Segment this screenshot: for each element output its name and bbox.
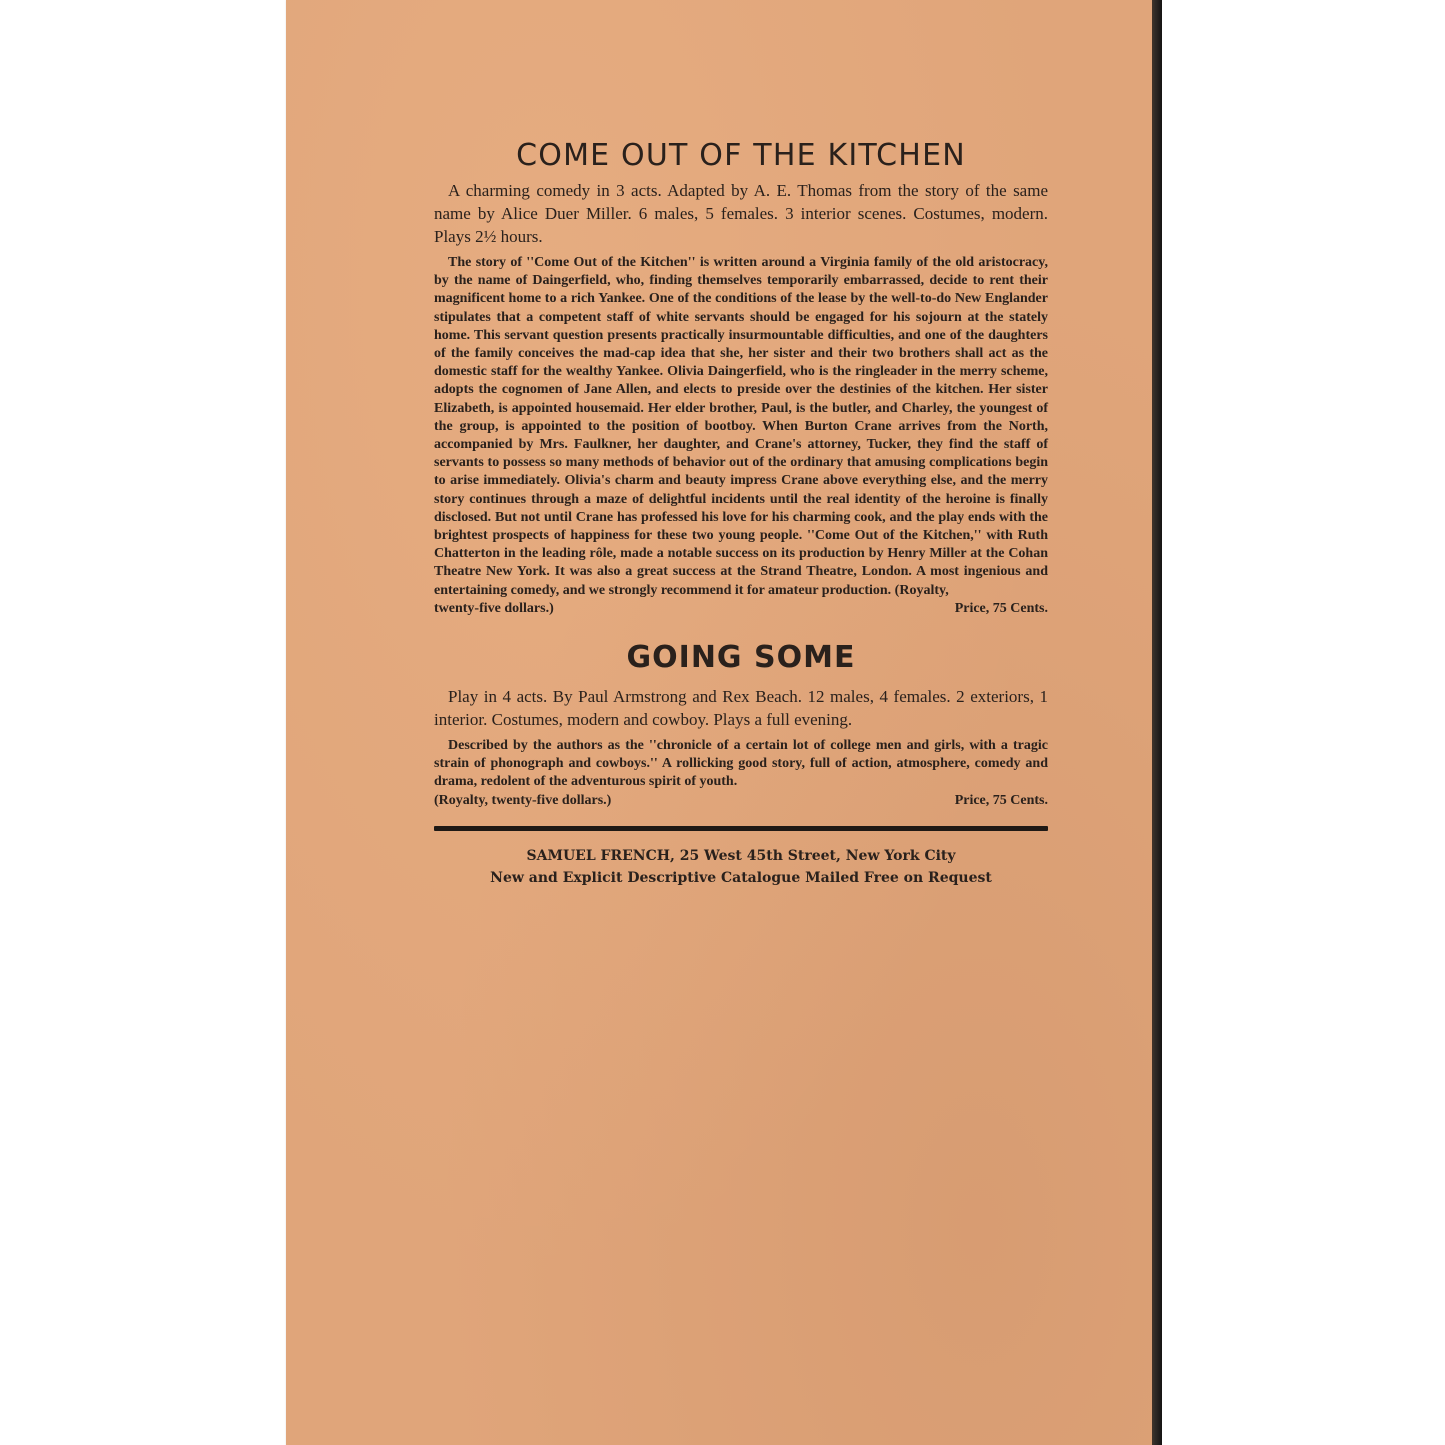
price-line [434, 600, 1048, 618]
catalogue-page [286, 0, 1152, 1445]
publisher-address: SAMUEL FRENCH, 25 West 45th Street, New York City [526, 847, 956, 864]
play-listing-come-out-of-the-kitchen [434, 136, 1048, 618]
play-listing-going-some [434, 638, 1048, 810]
play-summary: Play in 4 acts. By Paul Armstrong and Rex Beach. 12 males, 4 females. 2 exteriors, 1 interior. Costumes, modern and cowboy. Plays a full evening. [434, 687, 1048, 730]
page-content [434, 136, 1048, 889]
royalty-text: twenty-five dollars.) [434, 600, 554, 616]
play-title: GOING SOME [626, 640, 856, 676]
royalty-text: (Royalty, twenty-five dollars.) [434, 792, 612, 808]
price-text: Price, 75 Cents. [954, 792, 1048, 808]
price-text: Price, 75 Cents. [954, 600, 1048, 616]
play-description: Described by the authors as the ''chronicle of a certain lot of college men and girls, with a tragic strain of phonograph and cowboys.'' A rollicking good story, full of action, atmosphere, comedy and drama, redolent of the adventurous spirit of youth. [434, 738, 1048, 790]
catalogue-notice: New and Explicit Descriptive Catalogue Mailed Free on Request [490, 869, 992, 886]
divider-rule [434, 826, 1048, 831]
play-title: COME OUT OF THE KITCHEN [516, 138, 966, 173]
play-description: The story of ''Come Out of the Kitchen'' is written around a Virginia family of the old aristocracy, by the name of Daingerfield, who, finding themselves temporarily embarrassed, decide to rent their magnificent home to a rich Yankee. One of the conditions of the lease by the well-to-do New Englander stipulates that a competent staff of white servants should be engaged for his sojourn at the stately home. This servant question presents practically insurmountable difficulties, and one of the daughters of the family conceives the mad-cap idea that she, her sister and their two brothers shall act as the domestic staff for the wealthy Yankee. Olivia Daingerfield, who is the ringleader in the merry scheme, adopts the cognomen of Jane Allen, and elects to preside over the destinies of the kitchen. Her sister Elizabeth, is appointed housemaid. Her elder brother, Paul, is the butler, and Charley, the youngest of the group, is appointed to the position of bootboy. When Burton Crane arrives from the North, accompanied by Mrs. Faulkner, her daughter, and Crane's attorney, Tucker, they find the staff of servants to possess so many methods of behavior out of the ordinary that amusing complications begin to arise immediately. Olivia's charm and beauty impress Crane above everything else, and the merry story continues through a maze of delightful incidents until the real identity of the heroine is finally disclosed. But not until Crane has professed his love for his charming cook, and the play ends with the brightest prospects of happiness for these two young people. ''Come Out of the Kitchen,'' with Ruth Chatterton in the leading rôle, made a notable success on its production by Henry Miller at the Cohan Theatre New York. It was also a great success at the Strand Theatre, London. A most ingenious and entertaining comedy, and we strongly recommend it for amateur production. (Royalty, [434, 255, 1048, 598]
play-summary: A charming comedy in 3 acts. Adapted by A. E. Thomas from the story of the same name by Alice Duer Miller. 6 males, 5 females. 3 interior scenes. Costumes, modern. Plays 2½ hours. [434, 181, 1048, 246]
price-line [434, 792, 1048, 810]
